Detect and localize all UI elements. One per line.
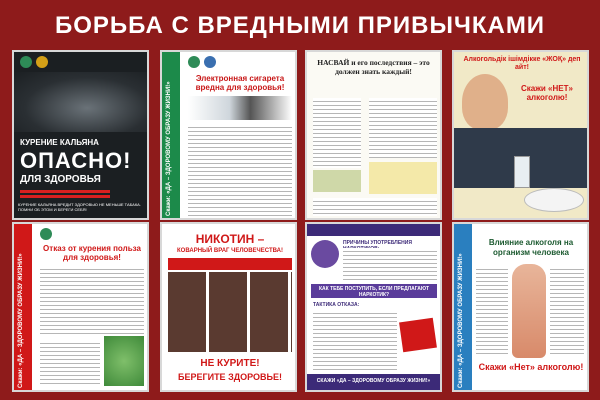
poster-nasvay [305,50,442,220]
drugs-header: ПРИЧИНЫ УПОТРЕБЛЕНИЯ [343,240,412,246]
organs-side-text: Скажи: «ДА – ЗДОРОВОМУ ОБРАЗУ ЖИЗНИ!» [458,253,464,388]
drugs-question: КАК ТЕБЕ ПОСТУПИТЬ, ЕСЛИ ПРЕДЛАГАЮТ НАРКОТИК? [318,286,430,298]
smoke-skull-image [14,72,147,132]
emblem-icon [40,228,52,240]
nicotine-footer1: НЕ КУРИТЕ! [200,358,260,369]
nicotine-red-bar [168,258,292,270]
nasvay-title: НАСВАЙ и его последствия – это должен знать каждый! [317,58,430,76]
hookah-line1: КУРЕНИЕ КАЛЬЯНА [20,138,99,147]
organs-title: Влияние алкоголя на организм человека [488,238,574,257]
poster-alcohol-retro [452,50,589,220]
organs-footer: Скажи «Нет» алкоголю! [478,362,584,372]
stamp-icon [399,318,437,352]
man-face-image [462,74,508,130]
ecig-text-block [188,124,292,216]
nasvay-yellow-box [369,162,437,194]
nasvay-text-left [313,98,361,168]
ecig-image [188,96,292,120]
nicotine-subtitle: КОВАРНЫЙ ВРАГ ЧЕЛОВЕЧЕСТВА! [177,248,283,254]
alcohol-text-ru: Скажи «НЕТ» алкоголю! [521,84,573,102]
nasvay-text-bottom [313,198,437,216]
poster-alcohol-organs [452,222,589,392]
plate-image [524,188,584,212]
organs-text-left [476,266,508,356]
emblem-icon [188,56,200,68]
ecig-side-text: Скажи: «ДА – ЗДОРОВОМУ ОБРАЗУ ЖИЗНИ!» [166,81,172,216]
emblem-icon [36,56,48,68]
poster-ecig [160,50,297,220]
purple-header-bar [307,224,440,236]
poster-drugs [305,222,442,392]
quit-text-bottom [40,340,100,386]
ecig-title: Электронная сигарета вредна для здоровья! [195,74,285,92]
ribbon-icon [311,240,339,268]
hookah-footer: КУРЕНИЕ КАЛЬЯНА ВРЕДИТ ЗДОРОВЬЮ НЕ МЕНЬШЕ ТАБАКА. ПОМНИ ОБ ЭТОМ И БЕРЕГИ СЕБЯ! [18,202,141,212]
emblem-icon [204,56,216,68]
quit-text-block [40,266,144,336]
red-caption-lines [20,190,110,200]
drugs-footer: СКАЖИ «ДА – ЗДОРОВОМУ ОБРАЗУ ЖИЗНИ!» [316,378,431,384]
poster-quit-smoking [12,222,149,392]
stand-title: БОРЬБА С ВРЕДНЫМИ ПРИВЫЧКАМИ [54,12,546,39]
nasvay-text-right [369,98,437,158]
drugs-reasons-list [343,248,437,282]
hookah-line3: ДЛЯ ЗДОРОВЬЯ [20,174,101,185]
poster-hookah [12,50,149,220]
organs-text-right [550,266,584,356]
drugs-tactics: ТАКТИКА ОТКАЗА: [313,302,360,308]
leaf-image [104,336,144,386]
nicotine-footer2: БЕРЕГИТЕ ЗДОРОВЬЕ! [178,372,282,382]
human-body-image [512,264,546,358]
hookah-line2: ОПАСНО! [20,148,132,173]
nasvay-image [313,170,361,192]
nicotine-title: НИКОТИН – [195,232,265,246]
drugs-tactics-list [313,310,397,370]
quit-title: Отказ от курения польза для здоровья! [43,244,141,262]
poster-nicotine [160,222,297,392]
quit-side-text: Скажи: «ДА – ЗДОРОВОМУ ОБРАЗУ ЖИЗНИ!» [18,253,24,388]
glass-icon [514,156,530,188]
alcohol-text-kz: Алкогольдік ішімдікке «ЖОҚ» деп айт! [463,56,581,71]
nicotine-photo-grid [168,272,292,352]
emblem-icon [20,56,32,68]
